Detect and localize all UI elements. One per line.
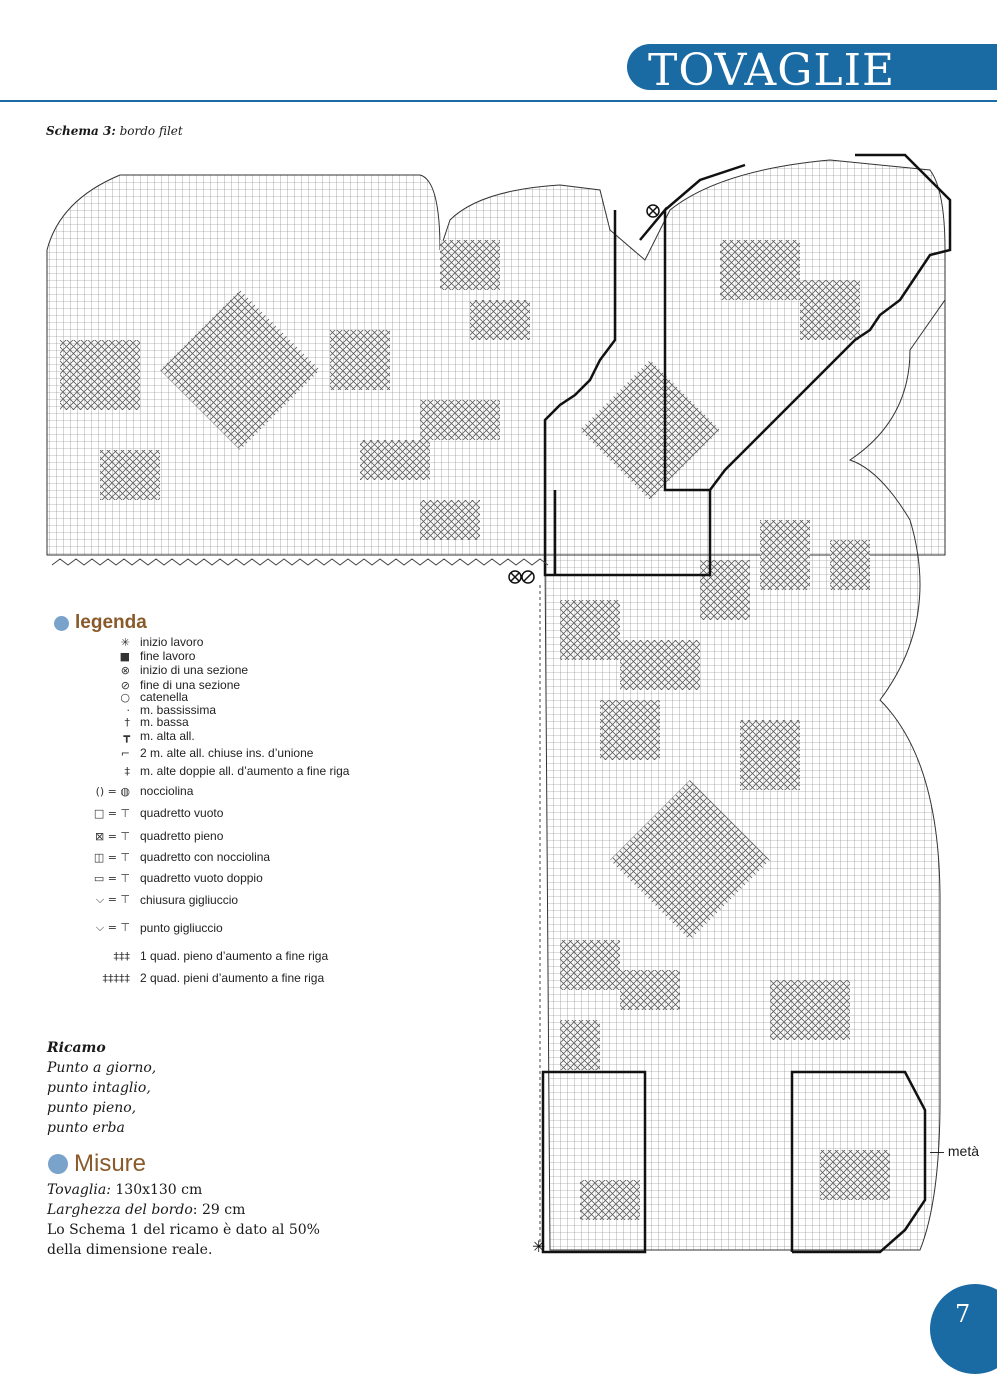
legend-title: legenda xyxy=(75,612,147,633)
legend-item: ◫ = ⊤ quadretto con nocciolina xyxy=(40,849,270,865)
misure-note: della dimensione reale. xyxy=(47,1242,213,1258)
schema-label: Schema 3: xyxy=(46,124,116,138)
legend-item: ⌵ = ⊤ chiusura gigliuccio xyxy=(40,892,238,908)
legend-bullet-icon xyxy=(54,616,69,631)
legend-item: ■ fine lavoro xyxy=(40,648,195,664)
legend-item: ✳ inizio lavoro xyxy=(40,634,203,650)
ricamo-title: Ricamo xyxy=(47,1040,106,1056)
legend-symbol-icon: ‡‡‡‡‡ xyxy=(102,971,130,985)
legend-item: ○ catenella xyxy=(40,689,188,705)
larghezza-value: : 29 cm xyxy=(192,1202,246,1218)
zigzag-edge xyxy=(52,559,548,565)
ricamo-line: punto intaglio, xyxy=(47,1080,151,1096)
ricamo-line: punto erba xyxy=(47,1120,125,1136)
legend-symbol-icon: ⊠ = ⊤ xyxy=(94,829,130,843)
legend-item: † m. bassa xyxy=(40,714,189,730)
ricamo-section xyxy=(47,1038,156,1138)
legend-symbol-icon: ⌐ xyxy=(120,746,130,760)
misure-section xyxy=(47,1180,320,1260)
legend-item: ┳ m. alta all. xyxy=(40,728,195,744)
page-number: 7 xyxy=(955,1300,971,1328)
misure-bullet-icon xyxy=(48,1154,68,1174)
ricamo-line: Punto a giorno, xyxy=(47,1060,157,1076)
schema-text: bordo filet xyxy=(119,124,183,138)
legend-item: · m. bassissima xyxy=(40,702,216,718)
legend-symbol-icon: † xyxy=(124,715,130,729)
legend-symbol-icon: ⊗ xyxy=(120,663,130,677)
legend-item: ▭ = ⊤ quadretto vuoto doppio xyxy=(40,870,263,886)
legend-symbol-icon: ○ xyxy=(120,690,130,704)
legend-item: ‡‡‡‡‡ 2 quad. pieni d’aumento a fine riga xyxy=(40,970,324,986)
page-title: TOVAGLIE xyxy=(648,45,896,96)
legend-item: ‡‡‡ 1 quad. pieno d’aumento a fine riga xyxy=(40,948,328,964)
legend-symbol-icon: ⌵ = ⊤ xyxy=(95,893,130,906)
meta-label: — metà xyxy=(930,1143,980,1159)
legend-symbol-icon: ✳ xyxy=(120,635,130,649)
misure-heading xyxy=(48,1150,146,1178)
ricamo-line: punto pieno, xyxy=(47,1100,137,1116)
work-start-icon: ✳ xyxy=(532,1237,546,1256)
legend-heading xyxy=(54,612,147,634)
legend-item: ‡ m. alte doppie all. d’aumento a fine riga xyxy=(40,763,349,779)
legend-symbol-icon: ◫ = ⊤ xyxy=(93,850,130,864)
legend-symbol-icon: ⌵ = ⊤ xyxy=(95,921,130,934)
misure-note: Lo Schema 1 del ricamo è dato al 50% xyxy=(47,1222,320,1238)
legend-symbol-icon: ‡ xyxy=(124,764,130,778)
legend-item: ⌵ = ⊤ punto gigliuccio xyxy=(40,920,223,936)
misure-title: Misure xyxy=(74,1150,147,1177)
tovaglia-label: Tovaglia: xyxy=(47,1182,111,1198)
legend-symbol-icon: □ = ⊤ xyxy=(93,806,130,820)
legend-symbol-icon: · xyxy=(126,703,130,717)
legend-symbol-icon: ■ xyxy=(119,649,130,663)
legend-symbol-icon: ┳ xyxy=(123,729,130,743)
legend-symbol-icon: ⊘ xyxy=(120,678,130,692)
legend-item: ⊠ = ⊤ quadretto pieno xyxy=(40,828,223,844)
legend-symbol-icon: () = ◍ xyxy=(95,784,130,798)
legend-item: ⊘ fine di una sezione xyxy=(40,677,240,693)
legend-item: ⌐ 2 m. alte all. chiuse ins. d’unione xyxy=(40,745,313,761)
larghezza-label: Larghezza del bordo xyxy=(47,1202,193,1218)
legend-symbol-icon: ‡‡‡ xyxy=(113,949,130,963)
legend-symbol-icon: ▭ = ⊤ xyxy=(93,871,130,885)
tovaglia-value: 130x130 cm xyxy=(115,1182,203,1198)
legend-item: ⊗ inizio di una sezione xyxy=(40,662,248,678)
legend-item: □ = ⊤ quadretto vuoto xyxy=(40,805,223,821)
legend-item: () = ◍ nocciolina xyxy=(40,783,193,799)
